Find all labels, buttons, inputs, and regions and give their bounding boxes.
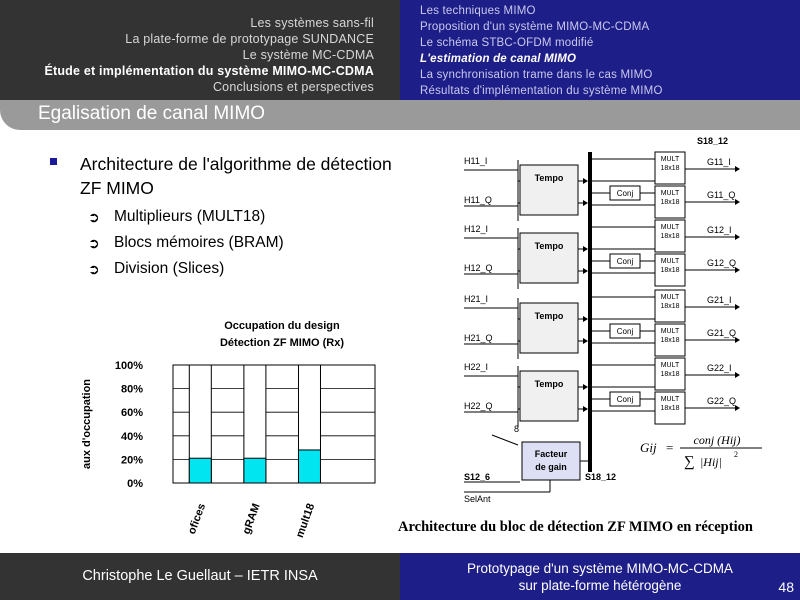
output-label: G21_Q <box>707 328 737 338</box>
sub-bullet-label: Division (Slices) <box>114 260 225 277</box>
arrow-icon <box>735 166 740 172</box>
arrow-icon <box>735 234 740 240</box>
sub-bullet <box>50 204 450 230</box>
section-nav-item[interactable]: Étude et implémentation du système MIMO-MC-CDMA <box>44 64 374 78</box>
section-nav-item[interactable]: Les systèmes sans-fil <box>250 16 374 30</box>
mult-label: 18x18 <box>660 405 680 412</box>
input-label: H12_I <box>464 224 489 234</box>
section-nav <box>0 0 400 100</box>
input-label: H21_I <box>464 294 489 304</box>
subsection-nav-item[interactable]: Résultats d'implémentation du système MIMO <box>420 85 663 97</box>
chart-title: Occupation du design <box>224 320 340 332</box>
tempo-label: Tempo <box>534 241 564 251</box>
output-label: G11_Q <box>707 190 736 200</box>
tempo-label: Tempo <box>534 379 564 389</box>
mult-label: 18x18 <box>660 371 680 378</box>
y-tick-label: 60% <box>120 407 143 420</box>
arrow-icon <box>583 384 588 390</box>
arrow-bullet-icon: ➲ <box>88 261 100 277</box>
y-axis-label: aux d'occupation <box>81 378 93 470</box>
diagram-caption: Architecture du bloc de détection ZF MIMO en réception <box>398 519 753 535</box>
tempo-label: Tempo <box>534 173 564 183</box>
output-label: G22_Q <box>707 396 737 406</box>
arrow-icon <box>735 372 740 378</box>
square-bullet-icon <box>50 158 57 165</box>
output-label: G12_I <box>707 225 732 235</box>
formula-equals: = <box>666 440 674 455</box>
vertical-bus <box>588 152 592 472</box>
slide-title: Egalisation de canal MIMO <box>38 103 266 124</box>
mult-label: MULT <box>660 396 680 403</box>
mult-label: 18x18 <box>660 267 680 274</box>
conj-label: Conj <box>616 189 634 198</box>
bullet-main <box>50 152 450 200</box>
arrow-icon <box>583 246 588 252</box>
title-bar <box>0 100 800 130</box>
section-nav-item[interactable]: La plate-forme de prototypage SUNDANCE <box>125 32 374 46</box>
subsection-nav-item[interactable]: Les techniques MIMO <box>420 5 536 17</box>
bar <box>244 458 266 483</box>
formula-lhs: Gij <box>640 440 657 455</box>
x-tick-label: ofices <box>185 501 209 536</box>
bus-width-label: 8 <box>514 424 520 434</box>
bar <box>298 450 320 483</box>
arrow-icon <box>583 316 588 322</box>
mult-label: MULT <box>660 362 680 369</box>
input-label: H11_Q <box>464 195 492 205</box>
mult-label: 18x18 <box>660 199 680 206</box>
section-nav-item[interactable]: Le système MC-CDMA <box>242 48 374 62</box>
section-nav-item[interactable]: Conclusions et perspectives <box>212 80 374 94</box>
input-label: H12_Q <box>464 263 493 273</box>
y-tick-label: 80% <box>120 383 143 396</box>
mult-label: 18x18 <box>660 303 680 310</box>
subsection-nav <box>400 0 800 100</box>
footer-title <box>400 560 800 594</box>
gain-factor-block <box>522 442 580 480</box>
tempo-label: Tempo <box>534 311 564 321</box>
conj-label: Conj <box>616 327 634 336</box>
bullet-main-line1: Architecture de l'algorithme de détection <box>80 154 392 174</box>
sub-bullet-label: Blocs mémoires (BRAM) <box>114 234 284 251</box>
sub-bullet <box>50 256 450 282</box>
x-tick-label: mult18 <box>293 501 318 540</box>
input-label: H22_Q <box>464 401 493 411</box>
gain-label: de gain <box>535 462 567 472</box>
occupation-chart <box>60 310 380 550</box>
y-tick-label: 20% <box>120 454 143 467</box>
mult-label: MULT <box>660 190 680 197</box>
y-tick-label: 0% <box>127 478 143 490</box>
arrow-icon <box>583 200 588 206</box>
bar <box>189 458 211 483</box>
formula-exponent: 2 <box>734 450 738 459</box>
mult-label: 18x18 <box>660 337 680 344</box>
formula-numerator: conj (Hij) <box>693 433 741 447</box>
arrow-icon <box>735 199 740 205</box>
arrow-icon <box>583 338 588 344</box>
arrow-icon <box>583 406 588 412</box>
formula-sum: ∑ <box>684 454 695 470</box>
input-label: H11_I <box>464 156 488 166</box>
signal-label: S12_6 <box>464 472 491 482</box>
subsection-nav-item[interactable]: Le schéma STBC-OFDM modifié <box>420 37 594 49</box>
mult-label: 18x18 <box>660 165 680 172</box>
bullet-list <box>50 152 450 282</box>
arrow-icon <box>735 304 740 310</box>
output-label: G12_Q <box>707 258 737 268</box>
footer-title-line1: Prototypage d'un système MIMO-MC-CDMA <box>467 561 733 576</box>
footer-author: Christophe Le Guellaut – IETR INSA <box>82 568 318 584</box>
footer-right <box>400 553 800 600</box>
bus-label: S18_12 <box>697 136 729 146</box>
zf-mimo-block-diagram <box>440 130 800 515</box>
bus-width-slash <box>492 435 518 445</box>
output-label: G22_I <box>707 363 732 373</box>
arrow-bullet-icon: ➲ <box>88 209 100 225</box>
input-label: H21_Q <box>464 333 493 343</box>
signal-label: S18_12 <box>585 472 617 482</box>
y-tick-label: 100% <box>114 360 143 372</box>
output-label: G11_I <box>707 157 731 167</box>
mult-label: MULT <box>660 224 680 231</box>
mult-label: MULT <box>660 294 680 301</box>
selant-label: SelAnt <box>464 494 491 504</box>
footer-left <box>0 553 400 600</box>
footer-title-line2: sur plate-forme hétérogène <box>518 578 682 593</box>
gain-label: Facteur <box>534 449 568 459</box>
x-tick-label: gRAM <box>240 501 263 536</box>
arrow-bullet-icon: ➲ <box>88 235 100 251</box>
y-tick-label: 40% <box>120 430 143 443</box>
chart-subtitle: Détection ZF MIMO (Rx) <box>219 337 345 349</box>
subsection-nav-item[interactable]: Proposition d'un système MIMO-MC-CDMA <box>420 21 650 33</box>
subsection-nav-item[interactable]: La synchronisation trame dans le cas MIMO <box>420 69 653 81</box>
mult-label: MULT <box>660 328 680 335</box>
mult-label: MULT <box>660 156 680 163</box>
input-label: H22_I <box>464 362 489 372</box>
bullet-main-line2: ZF MIMO <box>80 178 154 198</box>
sub-bullet-label: Multiplieurs (MULT18) <box>114 208 266 225</box>
page-number: 48 <box>778 579 794 595</box>
arrow-icon <box>583 268 588 274</box>
conj-label: Conj <box>616 395 634 404</box>
mult-label: MULT <box>660 258 680 265</box>
subsection-nav-item[interactable]: L'estimation de canal MIMO <box>420 53 577 65</box>
conj-label: Conj <box>616 257 634 266</box>
mult-label: 18x18 <box>660 233 680 240</box>
formula-denominator: |Hij| <box>700 455 722 469</box>
arrow-icon <box>583 178 588 184</box>
sub-bullet <box>50 230 450 256</box>
output-label: G21_I <box>707 295 732 305</box>
